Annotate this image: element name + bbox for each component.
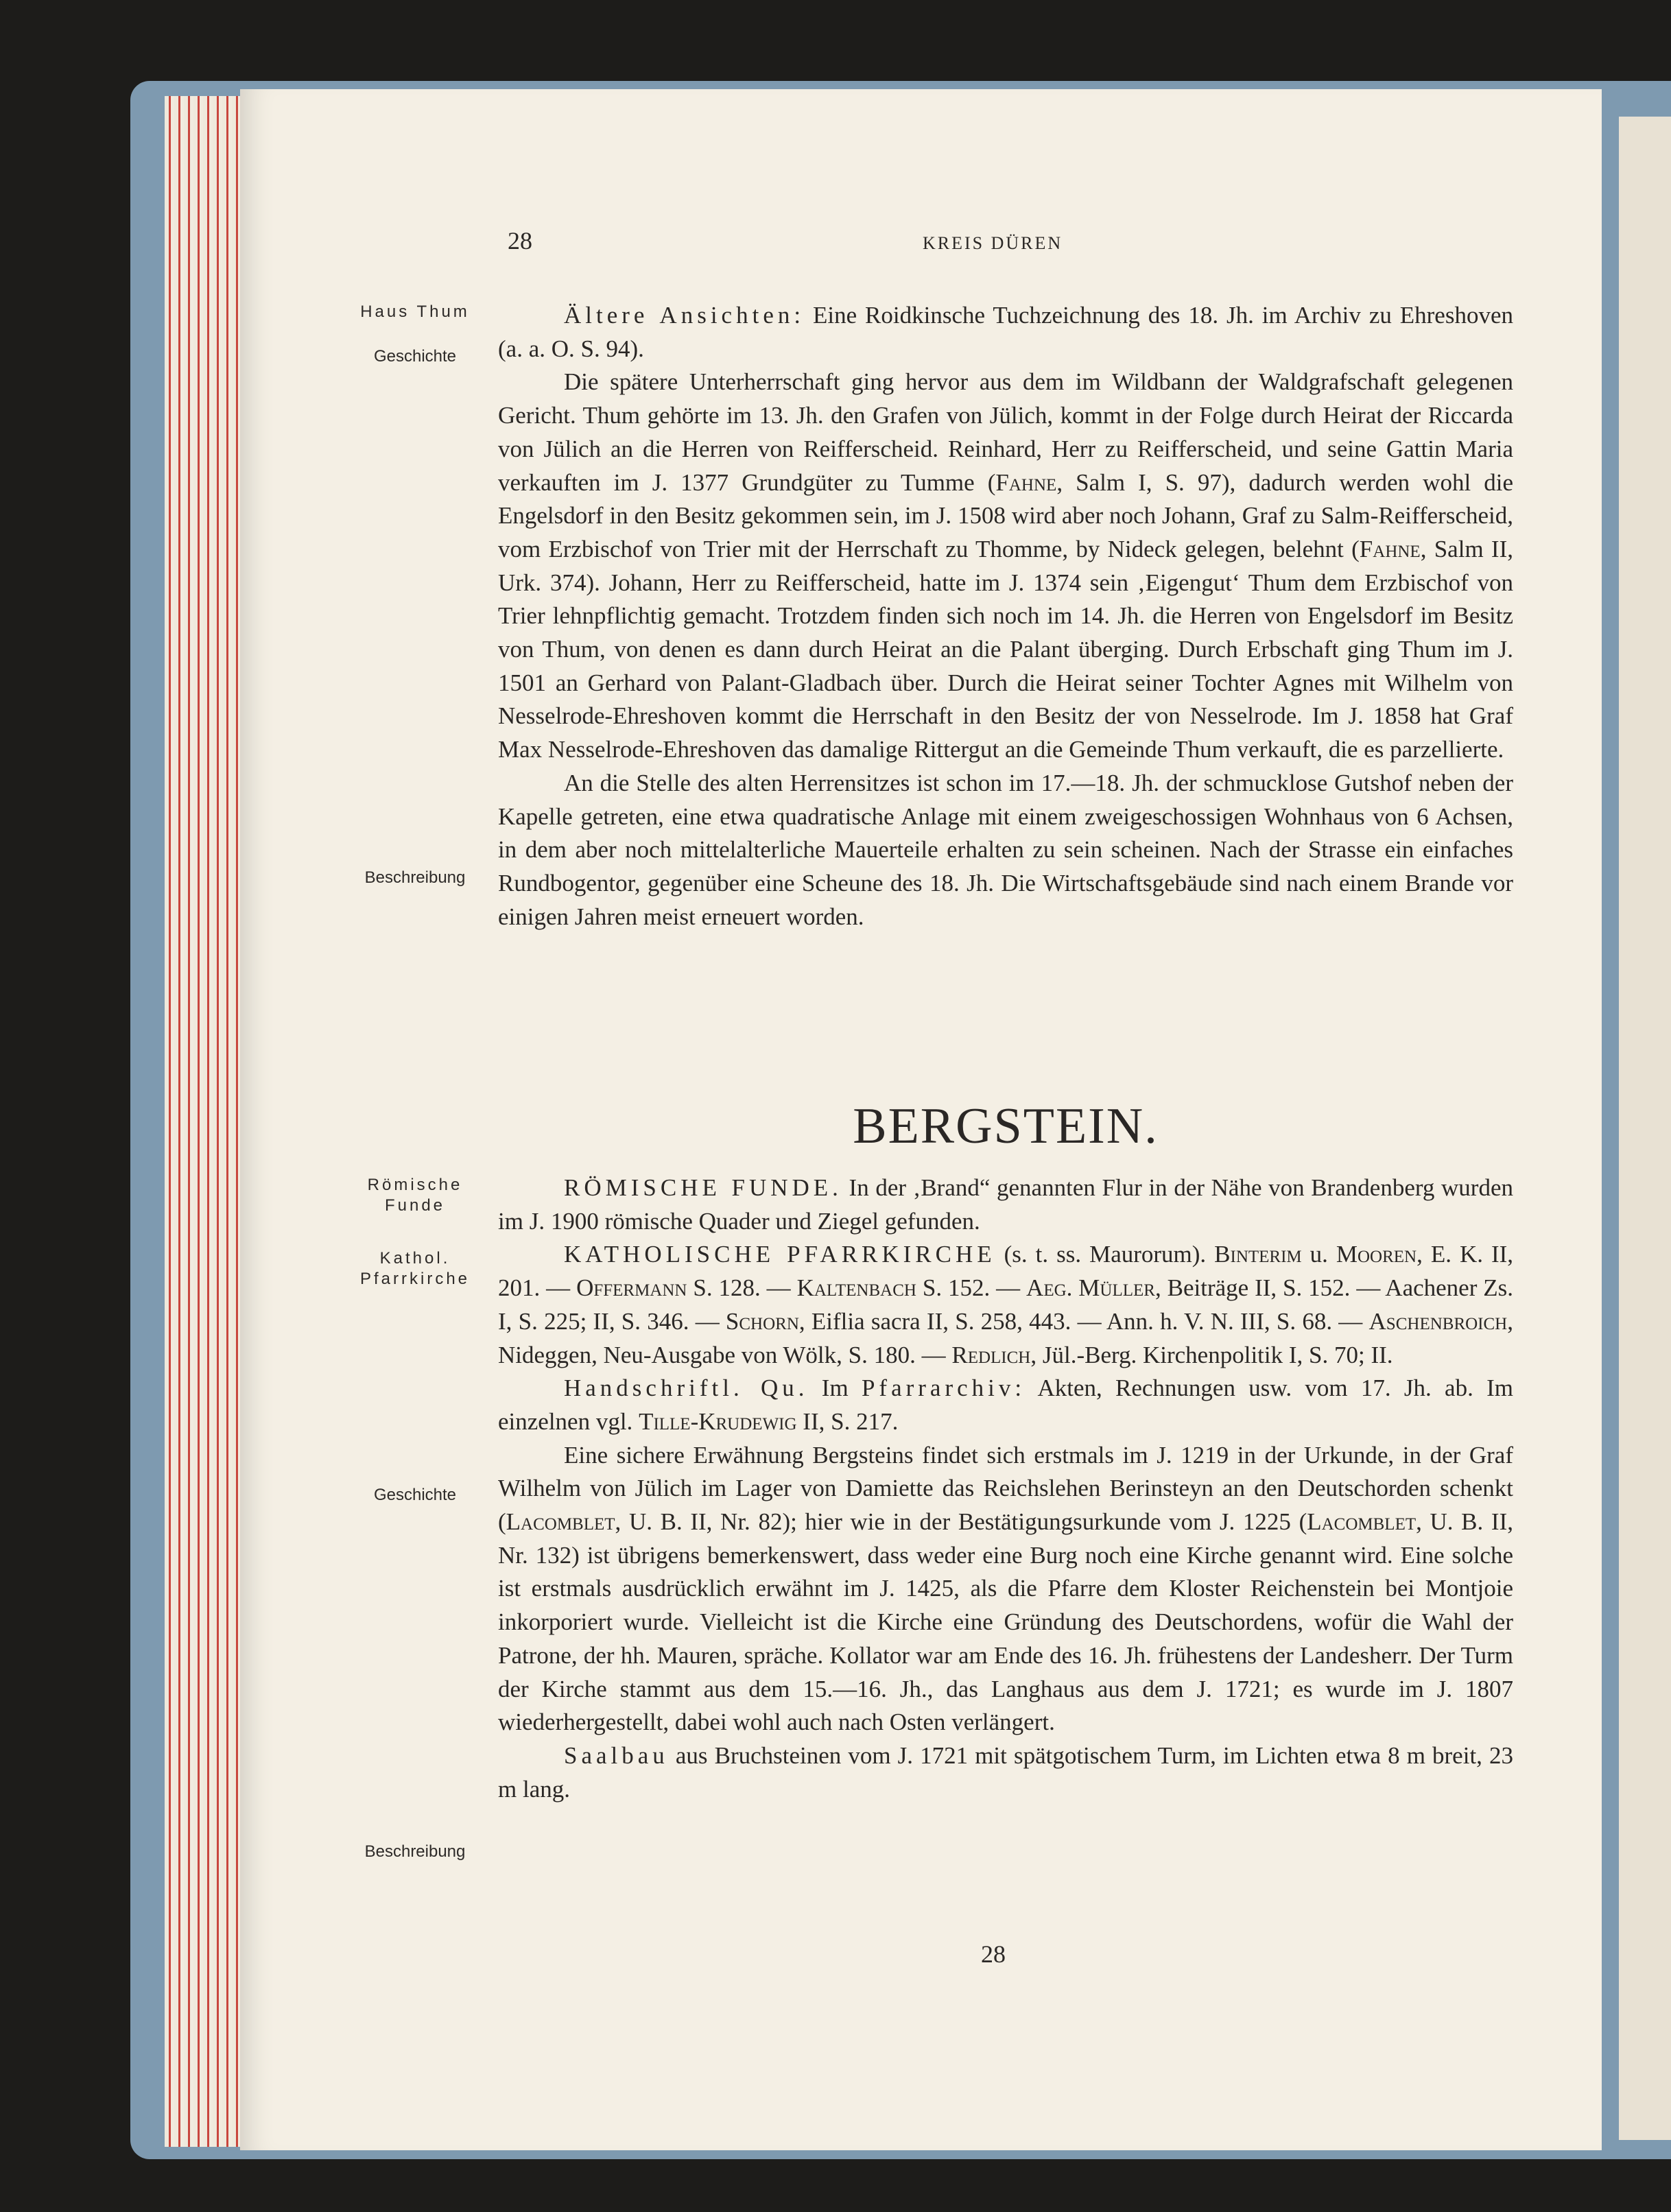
lead-in: Saalbau — [564, 1741, 669, 1769]
paragraph: An die Stelle des alten Herrensitzes ist schon im 17.—18. Jh. der schmucklose Gutshof neben der Kapelle getreten, eine etwa quadratische Anlage mit einem zweigeschossigen Wohnhaus von 6 Achsen, in dem aber noch mittelalterliche Mauerteile erhalten zu sein scheinen. Nach der Strasse ein einfaches Rundbogentor, gegenüber eine Scheune des 18. Jh. Die Wirtschaftsgebäude sind nach einem Brande vor einigen Jahren meist erneuert worden. — [498, 769, 1513, 930]
section-haus-thum — [498, 299, 1513, 933]
paragraph: Saalbau aus Bruchsteinen vom J. 1721 mit spätgotischem Turm, im Lichten etwa 8 m breit, 23 m lang. — [498, 1741, 1513, 1803]
paragraph: Eine sichere Erwähnung Bergsteins findet sich erstmals im J. 1219 in der Urkunde, in der Graf Wilhelm von Jülich im Lager von Damiette das Reichslehen Berinsteyn an den Deutschorden schenkt (Lacomblet, U. B. II, Nr. 82); hier wie in der Bestätigungsurkunde vom J. 1225 (Lacomblet, U. B. II, Nr. 132) ist übrigens bemerkenswert, dass weder eine Burg noch eine Kirche genannt wird. Eine solche ist erstmals ausdrücklich erwähnt im J. 1425, als die Pfarre dem Kloster Reichenstein bei Montjoie inkorporiert wurde. Vielleicht ist die Kirche eine Gründung des Deutschordens, wofür die Wahl der Patrone, der hh. Mauren, spräche. Kollator war am Ende des 16. Jh. frühestens der Landesherr. Der Turm der Kirche stammt aus dem 15.—16. Jh., das Langhaus aus dem J. 1721; es wurde im J. 1807 wiederhergestellt, dabei wohl auch nach Osten verlängert. — [498, 1441, 1513, 1736]
author-name: Fahne — [995, 468, 1057, 496]
lead-in: KATHOLISCHE PFARRKIRCHE — [564, 1241, 996, 1268]
lead-in: Handschriftl. Qu. — [564, 1375, 809, 1402]
author-name: Offermann — [576, 1274, 687, 1302]
margin-note-geschichte: Geschichte — [373, 1486, 457, 1504]
paragraph: RÖMISCHE FUNDE. In der ‚Brand“ genannten Flur in der Nähe von Brandenberg wurden im J. 1900 römische Quader und Ziegel gefunden. — [498, 1174, 1513, 1235]
author-name: Schorn — [725, 1307, 799, 1335]
margin-note-beschreibung: Beschreibung — [364, 1842, 466, 1861]
author-name: Fahne — [1359, 535, 1421, 562]
author-name: Mooren — [1336, 1241, 1417, 1268]
margin-note-kathol-pfarrkirche: Kathol. Pfarrkirche — [359, 1249, 471, 1288]
author-name: Binterim — [1214, 1241, 1302, 1268]
running-head-title: KREIS DÜREN — [923, 233, 1063, 253]
section-bergstein — [498, 1172, 1513, 1806]
lead-in: Ältere Ansichten: — [564, 302, 805, 329]
lead-in: RÖMISCHE FUNDE. — [564, 1174, 842, 1201]
author-name: Lacomblet — [1307, 1508, 1417, 1536]
author-name: Tille-Krudewig — [639, 1407, 797, 1435]
running-head-page-number: 28 — [508, 227, 532, 254]
archive-name: Pfarrarchiv: — [861, 1375, 1026, 1402]
margin-note-geschichte: Geschichte — [373, 347, 457, 366]
paragraph: Ältere Ansichten: Eine Roidkinsche Tuchzeichnung des 18. Jh. im Archiv zu Ehreshoven (a. a. O. S. 94). — [498, 302, 1513, 362]
margin-note-haus-thum: Haus Thum — [360, 302, 470, 321]
author-name: Aeg. Müller — [1026, 1274, 1155, 1302]
paragraph: Die spätere Unterherrschaft ging hervor aus dem im Wildbann der Waldgrafschaft gelegenen Gericht. Thum gehörte im 13. Jh. den Grafen von Jülich, kommt in der Folge durch Heirat der Riccarda von Jülich an die Herren von Reifferscheid. Reinhard, Herr zu Reifferscheid, und seine Gattin Maria verkauften im J. 1377 Grundgüter zu Tumme (Fahne, Salm I, S. 97), dadurch werden wohl die Engelsdorf in den Besitz gekommen sein, im J. 1508 wird aber noch Johann, Graf zu Salm-Reifferscheid, vom Erzbischof von Trier mit der Herrschaft zu Thomme, by Nideck gelegen, belehnt (Fahne, Salm II, Urk. 374). Johann, Herr zu Reifferscheid, hatte im J. 1374 sein ‚Eigengut‘ Thum dem Erzbischof von Trier lehnpflichtig gemacht. Trotzdem finden sich noch im 14. Jh. die Herren von Engelsdorf im Besitz von Thum, von denen es dann durch Heirat an die Palant überging. Durch Erbschaft ging Thum im J. 1501 an Gerhard von Palant-Gladbach über. Durch die Heirat seiner Tochter Agnes mit Wilhelm von Nesselrode-Ehreshoven kommt die Herrschaft in den Besitz der von Nesselrode. Im J. 1858 hat Graf Max Nesselrode-Ehreshoven das damalige Rittergut an die Gemeinde Thum verkauft, die es parzellierte. — [498, 368, 1513, 763]
author-name: Aschenbroich — [1368, 1307, 1508, 1335]
paragraph: Handschriftl. Qu. Im Pfarrarchiv: Akten, Rechnungen usw. vom 17. Jh. ab. Im einzelnen vgl. Tille-Krudewig II, S. 217. — [498, 1375, 1513, 1435]
section-heading: BERGSTEIN. — [853, 1098, 1159, 1154]
author-name: Lacomblet — [506, 1508, 615, 1536]
author-name: Kaltenbach — [796, 1274, 916, 1302]
footer-page-number: 28 — [981, 1940, 1006, 1968]
author-name: Redlich — [951, 1341, 1031, 1368]
paragraph: KATHOLISCHE PFARRKIRCHE (s. t. ss. Maurorum). Binterim u. Mooren, E. K. II, 201. — Offermann S. 128. — Kaltenbach S. 152. — Aeg. Müller, Beiträge II, S. 152. — Aachener Zs. I, S. 225; II, S. 346. — Schorn, Eiflia sacra II, S. 258, 443. — Ann. h. V. N. III, S. 68. — Aschenbroich, Nideggen, Neu-Ausgabe von Wölk, S. 180. — Redlich, Jül.-Berg. Kirchenpolitik I, S. 70; II. — [498, 1241, 1514, 1368]
next-page-edge — [1619, 117, 1671, 2140]
margin-note-roemische-funde: Römische Funde — [367, 1176, 463, 1215]
margin-note-beschreibung: Beschreibung — [364, 868, 466, 887]
